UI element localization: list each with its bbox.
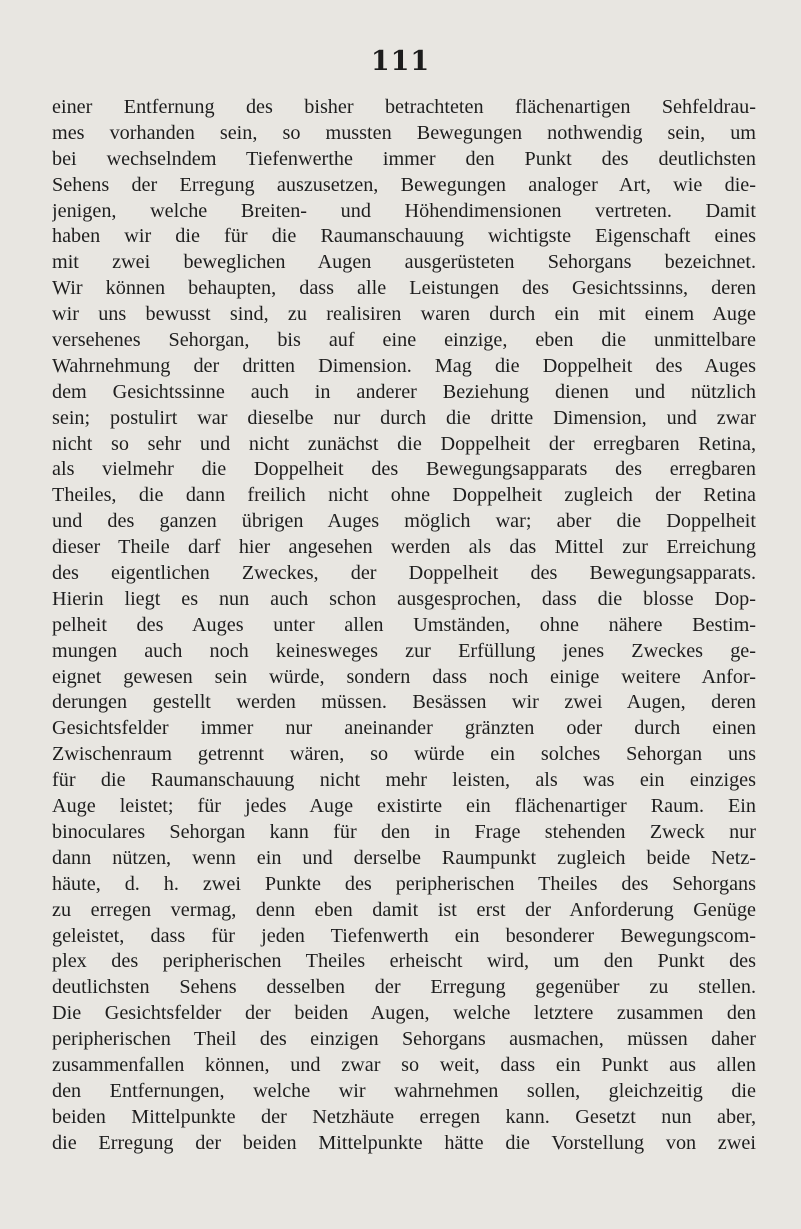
text-line: als vielmehr die Doppelheit des Bewegungsapparats des erregbaren (52, 458, 756, 481)
text-line: dem Gesichtssinne auch in anderer Beziehung dienen und nützlich (52, 380, 756, 403)
text-line: plex des peripherischen Theiles erheischt wird, um den Punkt des (52, 950, 756, 973)
text-line: zu erregen vermag, denn eben damit ist erst der Anforderung Genüge (52, 898, 756, 921)
text-line: jenigen, welche Breiten- und Höhendimensionen vertreten. Damit (52, 199, 756, 222)
text-line: derungen gestellt werden müssen. Besässen wir zwei Augen, deren (52, 691, 756, 714)
text-line: und des ganzen übrigen Auges möglich war; aber die Doppelheit (52, 510, 756, 533)
text-line: Gesichtsfelder immer nur aneinander gränzten oder durch einen (52, 717, 756, 740)
text-line: häute, d. h. zwei Punkte des peripherischen Theiles des Sehorgans (52, 872, 756, 895)
text-line: des eigentlichen Zweckes, der Doppelheit des Bewegungsapparats. (52, 562, 756, 585)
text-line: beiden Mittelpunkte der Netzhäute erregen kann. Gesetzt nun aber, (52, 1105, 756, 1128)
text-line: binoculares Sehorgan kann für den in Frage stehenden Zweck nur (52, 820, 756, 843)
text-line: dann nützen, wenn ein und derselbe Raumpunkt zugleich beide Netz- (52, 846, 756, 869)
text-line: Wir können behaupten, dass alle Leistungen des Gesichtssinns, deren (52, 277, 756, 300)
text-line: die Erregung der beiden Mittelpunkte hätte die Vorstellung von zwei (52, 1131, 756, 1154)
text-line: Die Gesichtsfelder der beiden Augen, welche letztere zusammen den (52, 1002, 756, 1025)
text-line: pelheit des Auges unter allen Umständen, ohne nähere Bestim- (52, 613, 756, 636)
text-line: Zwischenraum getrennt wären, so würde ein solches Sehorgan uns (52, 743, 756, 766)
text-line: versehenes Sehorgan, bis auf eine einzige, eben die unmittelbare (52, 329, 756, 352)
text-line: Sehens der Erregung auszusetzen, Bewegungen analoger Art, wie die- (52, 173, 756, 196)
text-line: mit zwei beweglichen Augen ausgerüsteten Sehorgans bezeichnet. (52, 251, 756, 274)
text-line: dieser Theile darf hier angesehen werden als das Mittel zur Erreichung (52, 536, 756, 559)
text-line: wir uns bewusst sind, zu realisiren waren durch ein mit einem Auge (52, 303, 756, 326)
text-line: Hierin liegt es nun auch schon ausgesprochen, dass die blosse Dop- (52, 587, 756, 610)
text-line: Theiles, die dann freilich nicht ohne Doppelheit zugleich der Retina (52, 484, 756, 507)
text-line: bei wechselndem Tiefenwerthe immer den Punkt des deutlichsten (52, 147, 756, 170)
page-number: 111 (370, 46, 431, 77)
text-line: Wahrnehmung der dritten Dimension. Mag die Doppelheit des Auges (52, 354, 756, 377)
text-line: deutlichsten Sehens desselben der Erregung gegenüber zu stellen. (52, 976, 756, 999)
text-line: den Entfernungen, welche wir wahrnehmen sollen, gleichzeitig die (52, 1079, 756, 1102)
text-line: geleistet, dass für jeden Tiefenwerth ein besonderer Bewegungscom- (52, 924, 756, 947)
text-line: eignet gewesen sein würde, sondern dass noch einige weitere Anfor- (52, 665, 756, 688)
text-line: zusammenfallen können, und zwar so weit, dass ein Punkt aus allen (52, 1053, 756, 1076)
text-line: peripherischen Theil des einzigen Sehorgans ausmachen, müssen daher (52, 1028, 756, 1051)
text-line: sein; postulirt war dieselbe nur durch die dritte Dimension, und zwar (52, 406, 756, 429)
text-line: mes vorhanden sein, so mussten Bewegungen nothwendig sein, um (52, 121, 756, 144)
text-line: mungen auch noch keinesweges zur Erfüllung jenes Zweckes ge- (52, 639, 756, 662)
text-line: für die Raumanschauung nicht mehr leisten, als was ein einziges (52, 769, 756, 792)
text-line: einer Entfernung des bisher betrachteten flächenartigen Sehfeldrau- (52, 96, 756, 118)
text-line: Auge leistet; für jedes Auge existirte ein flächenartiger Raum. Ein (52, 795, 756, 818)
text-line: haben wir die für die Raumanschauung wichtigste Eigenschaft eines (52, 225, 756, 248)
text-line: nicht so sehr und nicht zunächst die Doppelheit der erregbaren Retina, (52, 432, 756, 455)
body-text (52, 95, 756, 1157)
